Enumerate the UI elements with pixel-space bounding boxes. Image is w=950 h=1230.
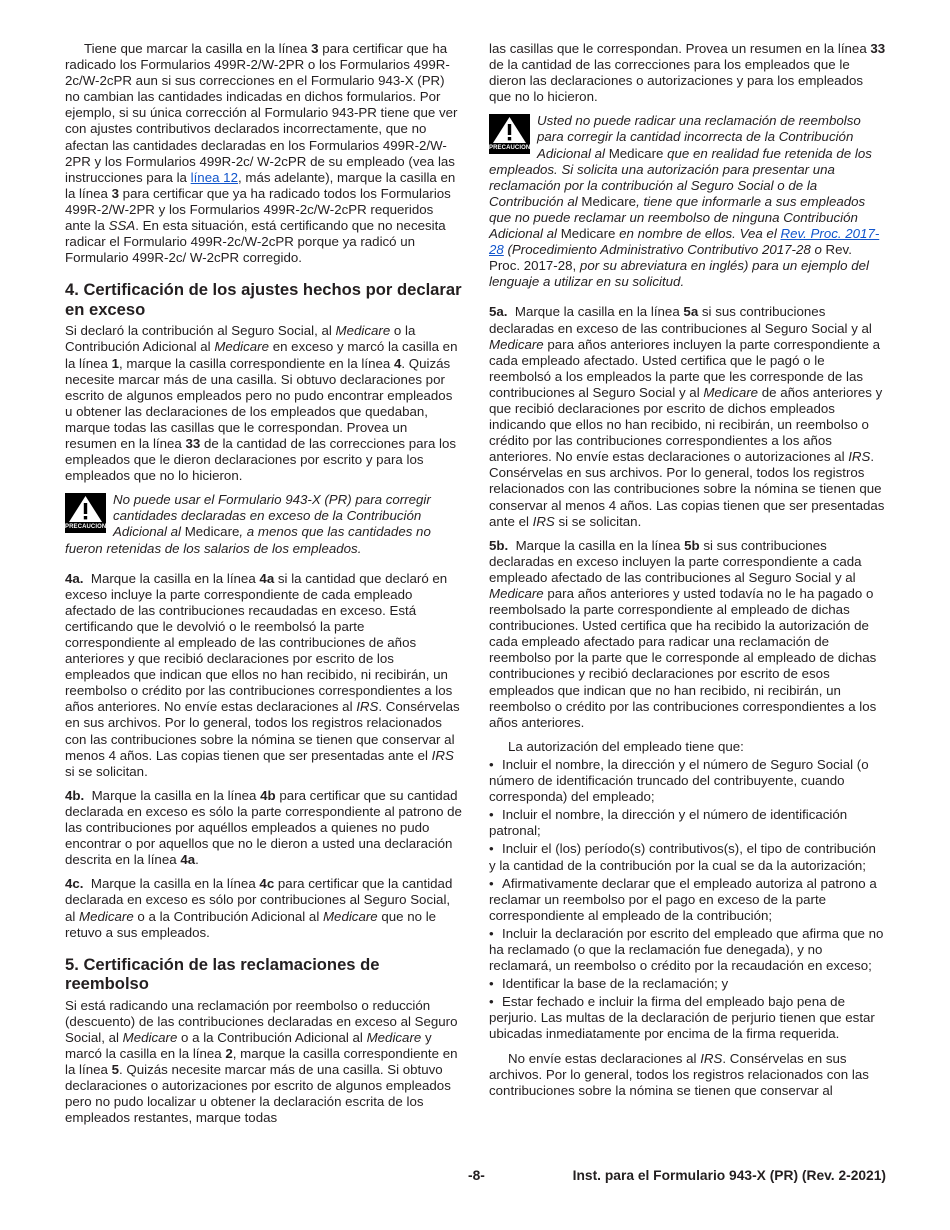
list-item: • Identificar la base de la reclamación; y <box>489 976 729 992</box>
paragraph: La autorización del empleado tiene que: <box>508 738 744 754</box>
page-number: -8- <box>468 1168 485 1183</box>
paragraph: 4c. Marque la casilla en la línea 4c para certificar que la cantidad declarada en exceso es sólo por contribuciones al Seguro Social, al Medicare o a la Contribución Adicional al Medicare que no le retuvo a sus empleados. <box>65 876 453 940</box>
paragraph: 4b. Marque la casilla en la línea 4b para certificar que su cantidad declarada en exceso es sólo la parte correspondiente al patrono de las contribuciones por aquéllos empleados a quienes no pudo encontrar o por aquellos que no le dieron a usted una declaración descrita en la línea 4a. <box>65 787 462 868</box>
caution-icon <box>65 493 106 533</box>
caution-note: PRECAUCION No puede usar el Formulario 943-X (PR) para corregir cantidades declaradas en exceso de la Contribución Adicional al Medicare, a menos que las cantidades no fueron retenidas de los salarios de los empleados. <box>65 492 431 556</box>
linea-12-link[interactable]: línea 12 <box>190 169 238 185</box>
paragraph: 5b. Marque la casilla en la línea 5b si sus contribuciones declaradas en exceso incluyen la parte correspondiente a cada empleado afectado de las contribuciones al Seguro Social y al Medicare para años anteriores y usted todavía no le ha pagado o reembolsado la parte correspondiente al empleado de dichas contribuciones. Usted certifica que ha recibido la autorización de cada empleado afectado para radicar una reclamación de reembolso por la parte que le corresponde al empleado de dichas contribuciones y recibió declaraciones por escrito de esos empleados que indican que no han recibido, ni recibirán, un reembolso o crédito por las contribuciones correspondientes a los años anteriores. <box>489 537 877 730</box>
paragraph: Si declaró la contribución al Seguro Social, al Medicare o la Contribución Adicional al Medicare en exceso y marcó la casilla en la línea 1, marque la casilla correspondiente en la línea 4. Quizás necesite marcar más de una casilla. Si obtuvo declaraciones por escrito de algunos empleados pero no pudo encontrar empleados u obtener las declaraciones de los empleados que quedaban, marque todas las casillas que le correspondan. Provea un resumen en la línea 33 de la cantidad de las correcciones para los empleados que le dieron declaraciones por escrito y para los empleados que no lo hicieron. <box>65 323 458 484</box>
caution-note: PRECAUCION Usted no puede radicar una reclamación de reembolso para corregir la cantidad incorrecta de la Contribución Adicional al Medicare que en realidad fue retenida de los empleados. Si solicita una autorización para presentar una reclamación por la contribución al Seguro Social o de la Contribución al Medicare, tiene que informarle a sus empleados que no puede reclamar un reembolso de ninguna Contribución Adicional al Medicare en nombre de ellos. Vea el Rev. Proc. 2017-28 (Procedimiento Administrativo Contributivo 2017-28 o Rev. Proc. 2017-28, por su abreviatura en inglés) para un ejemplo del lenguaje a utilizar en su solicitud. <box>489 113 880 290</box>
paragraph: 5a. Marque la casilla en la línea 5a si sus contribuciones declaradas en exceso de las contribuciones al Seguro Social y al Medicare para años anteriores incluyen la parte correspondiente a cada empleado afectado. Usted certifica que le pagó o le reembolsó a los empleados la parte que les corresponde de las contribuciones al Seguro Social y al Medicare de años anteriores y que recibió declaraciones por escrito de dichos empleados indicando que ellos no han recibido, ni recibirán, un reembolso o crédito por las contribuciones correspondientes a los años anteriores. No envíe estas declaraciones o autorizaciones al IRS. Consérvelas en sus archivos. Por lo general, todos los registros relacionados con las contribuciones sobre la nómina se tienen que conservar al menos 4 años. Las copias tienen que ser presentadas ante el IRS si se solicitan. <box>489 304 885 529</box>
list-item: • Incluir la declaración por escrito del empleado que afirma que no ha reclamado (o que la reclamación fue denegada), y no reclamará, un reembolso o crédito por la recaudación en exceso; <box>489 925 884 974</box>
rev-proc-link[interactable]: Rev. Proc. 2017-28 <box>489 226 880 258</box>
list-item: • Incluir el nombre, la dirección y el número de Seguro Social (o número de identificación truncado del contribuyente, cuando corresponda) del empleado; <box>489 756 869 805</box>
left-column <box>65 41 462 1134</box>
right-column <box>489 41 886 1107</box>
section-heading-5: 5. Certificación de las reclamaciones de reembolso <box>65 954 380 994</box>
paragraph: No envíe estas declaraciones al IRS. Consérvelas en sus archivos. Por lo general, todos los registros relacionados con las contribuciones sobre la nómina se tienen que conservar al <box>489 1050 869 1098</box>
paragraph: las casillas que le correspondan. Provea un resumen en la línea 33 de la cantidad de las correcciones para los empleados que le dieron las declaraciones o autorizaciones y para los empleados que no lo hicieron. <box>489 41 886 105</box>
caution-label: PRECAUCION <box>489 145 531 152</box>
paragraph: Tiene que marcar la casilla en la línea 3 para certificar que ha radicado los Formularios 499R-2/W-2PR o los Formularios 499R-2c/W-2cPR aun si sus correcciones en el Formulario 943-X (PR) no cambian las cantidades indicadas en dichos formularios. Por ejemplo, si su única corrección al Formulario 943-PR tiene que ver con ajustes contributivos declarados incorrectamente, que no afectan las cantidades declaradas en los Formularios 499R-2/W-2PR y los Formularios 499R-2c/ W-2cPR de su empleado (vea las instrucciones para la línea 12, más adelante), marque la casilla en la línea 3 para certificar que ya ha radicado todos los Formularios 499R-2/W-2PR y los Formularios 499R-2c/W-2cPR requeridos ante la SSA. En esta situación, está certificando que no necesita radicar el Formulario 499R-2c/W-2cPR porque ya radicó un Formulario 499R-2c/ W-2cPR corregido. <box>65 41 458 266</box>
list-item: • Estar fechado e incluir la firma del empleado bajo pena de perjurio. Las multas de la declaración de perjurio tienen que estar ubicadas inmediatamente por encima de la firma requerida. <box>489 994 875 1042</box>
paragraph: Si está radicando una reclamación por reembolso o reducción (descuento) de las contribuciones declaradas en exceso al Seguro Social, al Medicare o a la Contribución Adicional al Medicare y marcó la casilla en la línea 2, marque la casilla correspondiente en la línea 5. Quizás necesite marcar más de una casilla. Si obtuvo declaraciones o autorizaciones por escrito de algunos empleados pero no pudo localizar u obtener la declaración escrita de los empleados restantes, marque todas <box>65 997 458 1126</box>
list-item: • Incluir el (los) período(s) contributivos(s), el tipo de contribución y la cantidad de la contribución por la cual se da la autorización; <box>489 841 876 873</box>
section-heading-4: 4. Certificación de los ajustes hechos por declarar en exceso <box>65 280 462 319</box>
caution-icon <box>489 114 530 154</box>
caution-label: PRECAUCION <box>65 524 107 531</box>
paragraph: 4a. Marque la casilla en la línea 4a si la cantidad que declaró en exceso incluye la parte correspondiente de cada empleado afectado de las contribuciones recaudadas en exceso. Está certificando que le devolvió o le reembolsó la parte correspondiente al empleado de las contribuciones de años anteriores y que recibió declaraciones por escrito de los empleados que indican que ellos no han recibido, ni recibirán, un reembolso o crédito por las contribuciones correspondientes a los años anteriores. No envíe estas declaraciones al IRS. Consérvelas en sus archivos. Por lo general, todos los registros relacionados con las contribuciones sobre la nómina se tienen que conservar al menos 4 años. Las copias tienen que ser presentadas ante el IRS si se solicitan. <box>65 570 460 779</box>
list-item: • Afirmativamente declarar que el empleado autoriza al patrono a reclamar un reembolso por el pago en exceso de la parte correspondiente al empleado de la contribución; <box>489 875 877 923</box>
list-item: • Incluir el nombre, la dirección y el número de identificación patronal; <box>489 807 848 839</box>
footer-title: Inst. para el Formulario 943-X (PR) (Rev. 2-2021) <box>572 1168 886 1183</box>
